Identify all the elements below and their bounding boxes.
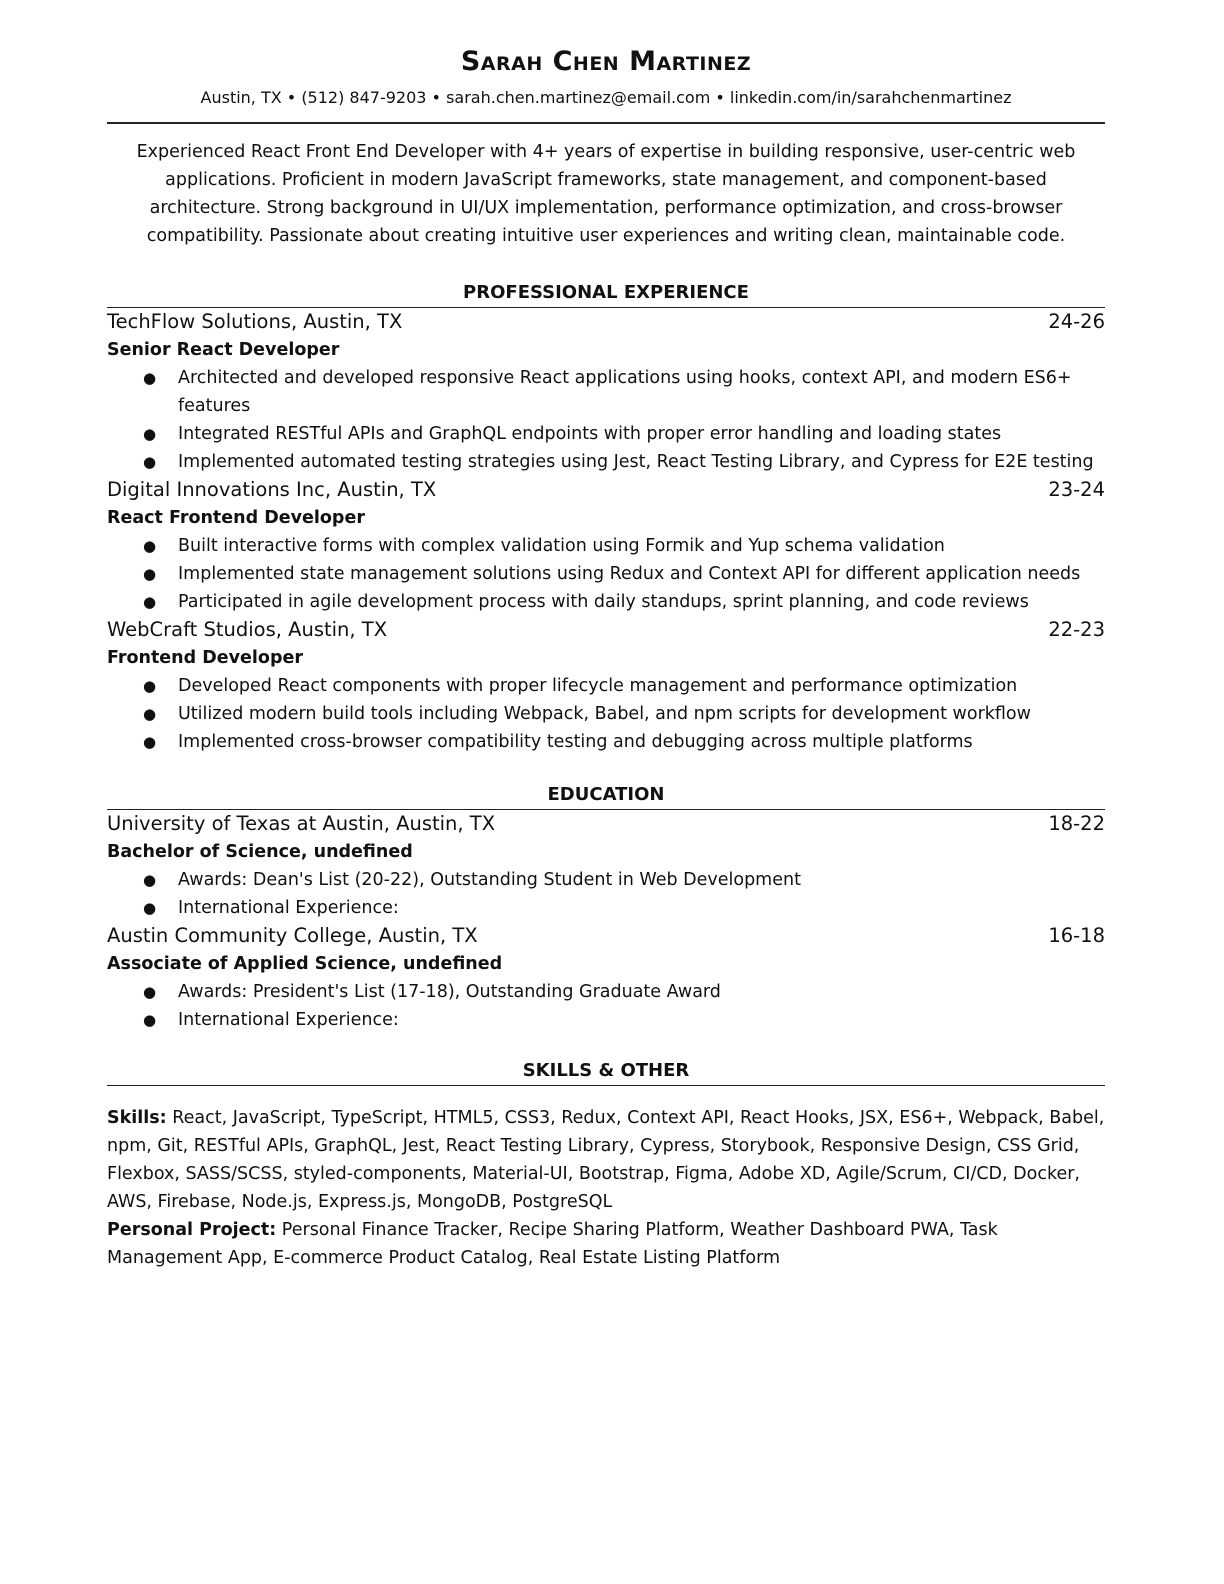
school-entry [107,922,1105,1034]
professional-summary: Experienced React Front End Developer with 4+ years of expertise in building responsive, user-centric web applications. Proficient in modern JavaScript frameworks, state management, and component-based architecture. Strong background in UI/UX implementation, performance optimization, and cross-browser compatibility. Passionate about creating intuitive user experiences and writing clean, maintainable code. [136,142,1076,246]
bullet-dot-icon: ● [143,453,157,471]
school-bullet-item [107,1006,1105,1034]
project-paragraph [107,1220,998,1268]
project-text: Personal Finance Tracker, Recipe Sharing Platform, Weather Dashboard PWA, Task Management App, E-commerce Product Catalog, Real Estate Listing Platform [107,1220,998,1268]
job-organization: WebCraft Studios, Austin, TX [107,618,388,641]
bullet-dot-icon: ● [143,677,157,695]
school-dates: 18-22 [1048,812,1105,835]
school-bullet-text: Awards: President's List (17-18), Outstanding Graduate Award [178,982,721,1002]
job-bullet-item [107,728,1105,756]
bullet-dot-icon: ● [143,369,157,387]
project-label: Personal Project: [107,1220,277,1240]
school-bullet-text: Awards: Dean's List (20-22), Outstanding Student in Web Development [178,870,801,890]
school-title: Associate of Applied Science, undefined [107,954,503,974]
job-entry [107,616,1105,756]
contact-line: Austin, TX • (512) 847-9203 • sarah.chen.martinez@email.com • linkedin.com/in/sarahchenmartinez [200,88,1012,107]
bullet-dot-icon: ● [143,705,157,723]
school-title: Bachelor of Science, undefined [107,842,413,862]
bullet-dot-icon: ● [143,899,157,917]
job-bullet-text: Implemented cross-browser compatibility testing and debugging across multiple platforms [178,732,973,752]
job-bullet-item [107,588,1105,616]
school-bullet-item [107,866,1105,894]
school-dates: 16-18 [1048,924,1105,947]
job-header-row [107,616,1105,644]
bullet-dot-icon: ● [143,1011,157,1029]
job-bullet-text: Built interactive forms with complex validation using Formik and Yup schema validation [178,536,945,556]
job-dates: 22-23 [1048,618,1105,641]
job-organization: TechFlow Solutions, Austin, TX [107,310,403,333]
bullet-dot-icon: ● [143,983,157,1001]
job-bullet-list [107,532,1105,616]
job-bullet-item [107,532,1105,560]
job-bullet-item [107,560,1105,588]
job-bullet-item [107,420,1105,448]
bullet-dot-icon: ● [143,871,157,889]
job-title: Senior React Developer [107,340,340,360]
school-bullet-item [107,894,1105,922]
school-organization: University of Texas at Austin, Austin, TX [107,812,496,835]
job-bullet-text: Utilized modern build tools including Webpack, Babel, and npm scripts for development workflow [178,704,1031,724]
job-bullet-item [107,448,1105,476]
school-bullet-text: International Experience: [178,1010,399,1030]
school-bullet-list [107,978,1105,1034]
school-organization: Austin Community College, Austin, TX [107,924,478,947]
bullet-dot-icon: ● [143,593,157,611]
job-bullet-text: Participated in agile development process with daily standups, sprint planning, and code reviews [178,592,1029,612]
job-bullet-text: Implemented automated testing strategies using Jest, React Testing Library, and Cypress for E2E testing [178,452,1094,472]
experience-list [107,308,1105,756]
job-entry [107,476,1105,616]
school-bullet-text: International Experience: [178,898,399,918]
header-divider [107,122,1105,124]
job-bullet-item [107,364,1105,420]
job-header-row [107,308,1105,336]
section-title-education: EDUCATION [107,782,1105,810]
job-bullet-item [107,700,1105,728]
job-title: React Frontend Developer [107,508,365,528]
job-bullet-text: Developed React components with proper lifecycle management and performance optimization [178,676,1018,696]
bullet-dot-icon: ● [143,537,157,555]
job-dates: 23-24 [1048,478,1105,501]
job-bullet-text: Integrated RESTful APIs and GraphQL endpoints with proper error handling and loading states [178,424,1002,444]
job-entry [107,308,1105,476]
section-title-experience: PROFESSIONAL EXPERIENCE [107,280,1105,308]
school-entry [107,810,1105,922]
skills-label: Skills: [107,1108,167,1128]
school-header-row [107,922,1105,950]
job-bullet-item [107,672,1105,700]
school-header-row [107,810,1105,838]
job-title: Frontend Developer [107,648,303,668]
candidate-name: Sarah Chen Martinez [460,46,752,77]
resume-page [107,40,1105,1272]
school-bullet-item [107,978,1105,1006]
job-bullet-text: Architected and developed responsive React applications using hooks, context API, and modern ES6+ features [178,368,1072,416]
job-bullet-list [107,364,1105,476]
education-list [107,810,1105,1034]
bullet-dot-icon: ● [143,565,157,583]
skills-block [107,1104,1105,1272]
school-bullet-list [107,866,1105,922]
skills-paragraph [107,1108,1104,1212]
skills-text: React, JavaScript, TypeScript, HTML5, CSS3, Redux, Context API, React Hooks, JSX, ES6+, Webpack, Babel, npm, Git, RESTful APIs, GraphQL, Jest, React Testing Library, Cypress, Storybook, Responsive Design, CSS Grid, Flexbox, SASS/SCSS, styled-components, Material-UI, Bootstrap, Figma, Adobe XD, Agile/Scrum, CI/CD, Docker, AWS, Firebase, Node.js, Express.js, MongoDB, PostgreSQL [107,1108,1105,1212]
job-header-row [107,476,1105,504]
bullet-dot-icon: ● [143,733,157,751]
job-organization: Digital Innovations Inc, Austin, TX [107,478,437,501]
section-title-skills: SKILLS & OTHER [107,1058,1105,1086]
job-bullet-text: Implemented state management solutions using Redux and Context API for different application needs [178,564,1081,584]
bullet-dot-icon: ● [143,425,157,443]
job-dates: 24-26 [1048,310,1105,333]
job-bullet-list [107,672,1105,756]
